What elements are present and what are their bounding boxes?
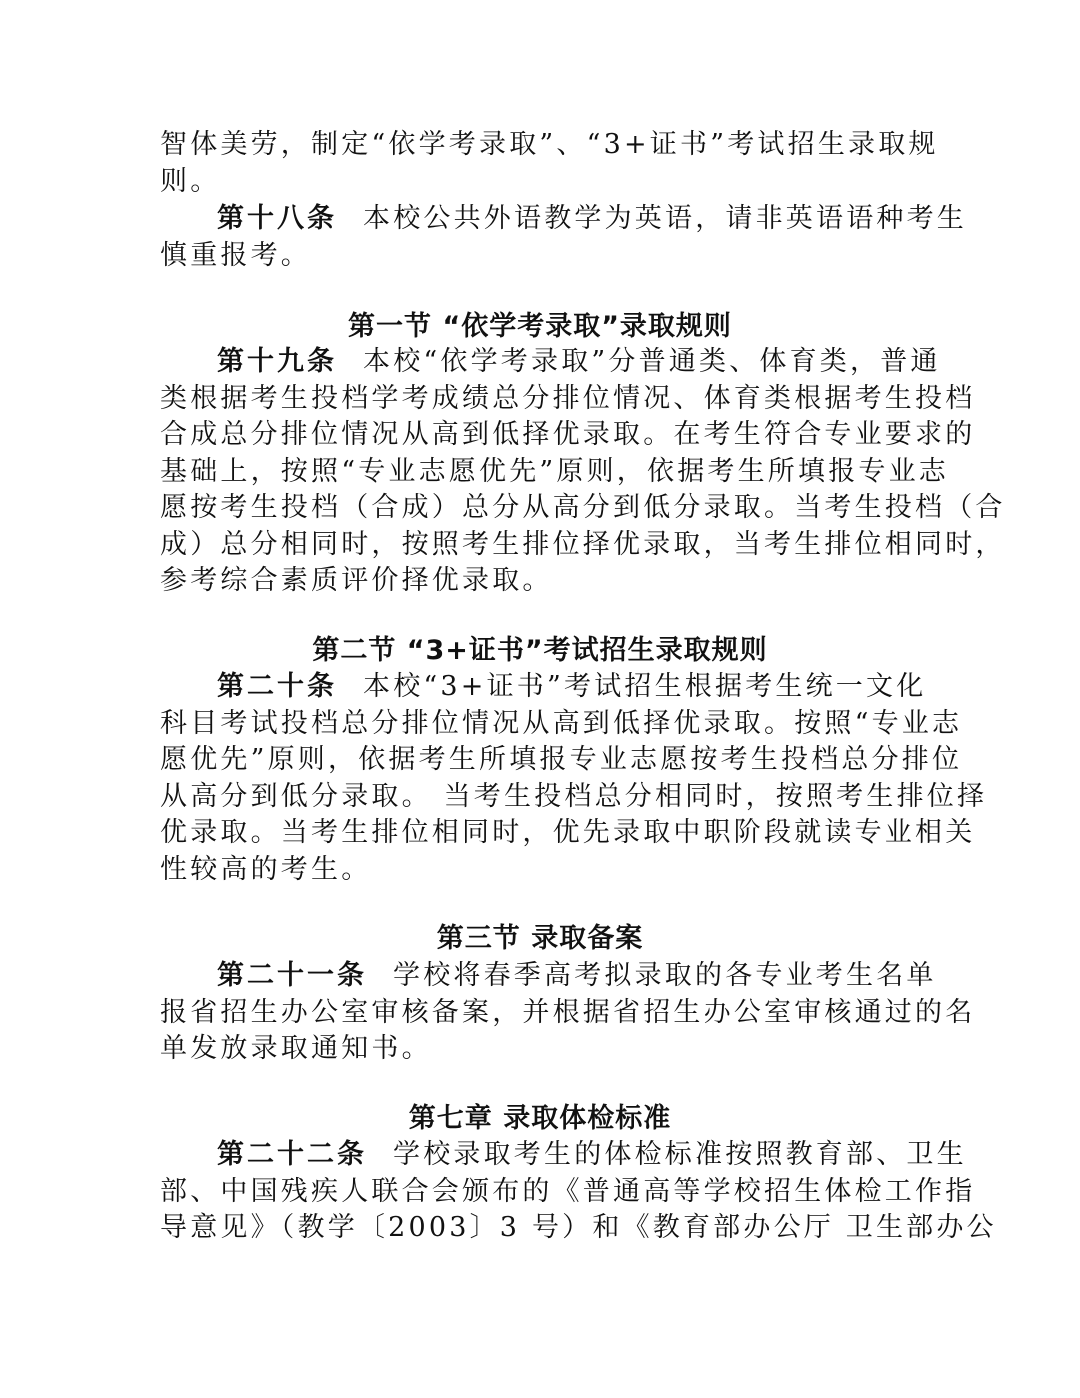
text-line: 则。 <box>160 165 221 197</box>
article-number: 第二十条 <box>217 671 337 702</box>
text-line: 类根据考生投档学考成绩总分排位情况、体育类根据考生投档 <box>160 382 976 414</box>
article-number: 第十八条 <box>217 203 337 234</box>
text-line: 优录取。当考生排位相同时，优先录取中职阶段就读专业相关 <box>160 817 976 848</box>
article-number: 第二十一条 <box>217 960 367 991</box>
text-line: 智体美劳，制定“依学考录取”、“3+证书”考试招生录取规 <box>160 129 939 160</box>
text-line: 合成总分排位情况从高到低择优录取。在考生符合专业要求的 <box>160 419 976 450</box>
text-line: 愿优先”原则，依据考生所填报专业志愿按考生投档总分排位 <box>160 744 963 775</box>
text-line: 报省招生办公室审核备案，并根据省招生办公室审核通过的名 <box>160 996 976 1028</box>
text-line: 本校“3+证书”考试招生根据考生统一文化 <box>363 671 927 702</box>
text-line: 性较高的考生。 <box>160 853 372 885</box>
text-line: 成）总分相同时，按照考生排位择优录取，当考生排位相同时， <box>160 528 1006 560</box>
text-line: 部、中国残疾人联合会颁布的《普通高等学校招生体检工作指 <box>160 1175 976 1207</box>
article-22 <box>160 1137 997 1247</box>
article-number: 第二十二条 <box>217 1139 367 1170</box>
text-line: 参考综合素质评价择优录取。 <box>160 565 553 596</box>
article-21 <box>160 958 976 1068</box>
text-line: 学校将春季高考拟录取的各专业考生名单 <box>393 960 937 991</box>
article-19 <box>160 344 1006 600</box>
text-line: 单发放录取通知书。 <box>160 1033 432 1064</box>
text-line: 本校公共外语教学为英语，请非英语语种考生 <box>363 203 967 234</box>
text-line: 科目考试投档总分排位情况从高到低择优录取。按照“专业志 <box>160 707 963 739</box>
text-line: 学校录取考生的体检标准按照教育部、卫生 <box>393 1139 967 1170</box>
section-heading: 第二节 “3+证书”考试招生录取规则 <box>312 635 768 666</box>
section-heading: 第三节 录取备案 <box>436 923 644 954</box>
text-line: 本校“依学考录取”分普通类、体育类，普通 <box>363 346 941 377</box>
section-heading: 第一节 “依学考录取”录取规则 <box>348 311 732 342</box>
chapter-heading: 第七章 录取体检标准 <box>408 1103 672 1134</box>
article-20 <box>160 669 988 888</box>
text-line: 愿按考生投档（合成）总分从高分到低分录取。当考生投档（合 <box>160 492 1006 523</box>
text-line: 导意见》（教学〔2003〕3 号）和《教育部办公厅 卫生部办公 <box>160 1212 997 1243</box>
paragraph-continued <box>160 127 939 200</box>
article-number: 第十九条 <box>217 346 337 377</box>
article-18 <box>160 201 967 274</box>
text-line: 从高分到低分录取。 当考生投档总分相同时，按照考生排位择 <box>160 780 988 812</box>
text-line: 慎重报考。 <box>160 239 311 271</box>
text-line: 基础上，按照“专业志愿优先”原则，依据考生所填报专业志 <box>160 455 950 487</box>
